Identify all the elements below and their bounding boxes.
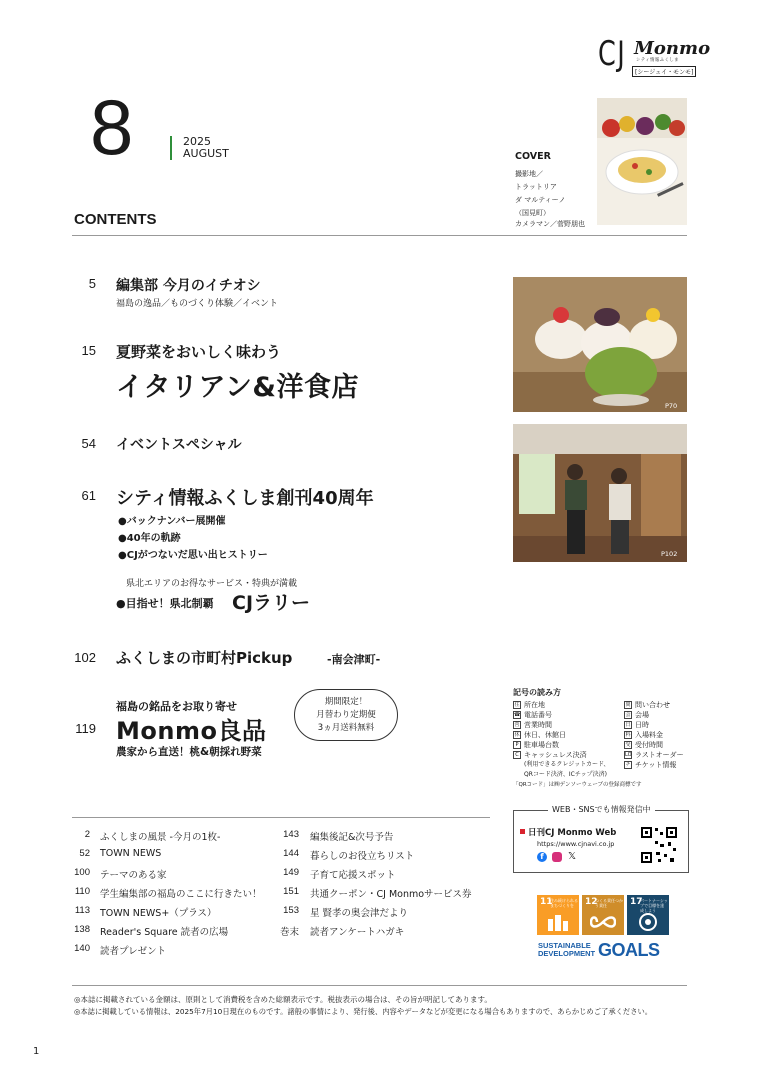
web-marker bbox=[520, 829, 525, 834]
legend-item: 問 問い合わせ bbox=[625, 701, 670, 709]
legend-icon: 問 bbox=[625, 702, 631, 708]
legend-item: P 駐車場台数 bbox=[513, 740, 609, 750]
small-toc-page: 144 bbox=[283, 848, 299, 859]
legend-icon: 営 bbox=[514, 722, 520, 728]
footnote: ◎本誌に掲載されている金額は、原則として消費税を含めた総額表示です。税抜表示の場合は、その旨が明記してあります。 bbox=[74, 995, 492, 1004]
small-toc-title[interactable]: TOWN NEWS bbox=[100, 848, 162, 859]
toc-big-title[interactable]: イタリアン&洋食店 bbox=[116, 372, 359, 403]
infinity-icon bbox=[590, 915, 616, 929]
legend-item: 休 休日、休館日 bbox=[514, 731, 566, 739]
page-number: 1 bbox=[33, 1046, 40, 1057]
legend-right bbox=[624, 700, 684, 770]
logo-monmo: Monmo bbox=[634, 38, 711, 59]
toc-title[interactable]: シティ情報ふくしま創刊40周年 bbox=[116, 488, 374, 509]
small-toc-page: 52 bbox=[79, 848, 90, 859]
toc-page: 102 bbox=[74, 650, 96, 665]
small-toc-title[interactable]: 暮らしのお役立ちリスト bbox=[310, 851, 415, 862]
legend-icon: 会 bbox=[625, 712, 631, 718]
small-toc-page: 151 bbox=[283, 886, 299, 897]
rally-prefix: ●目指せ！県北制覇 bbox=[116, 597, 214, 610]
small-toc-title[interactable]: 読者アンケートハガキ bbox=[310, 927, 405, 938]
small-toc-title[interactable]: 編集後記&次号予告 bbox=[310, 832, 394, 843]
cover-photo bbox=[597, 98, 687, 225]
small-toc-title[interactable]: テーマのある家 bbox=[100, 870, 167, 881]
legend-item: 住 所在地 bbox=[514, 701, 545, 709]
small-toc-page: 110 bbox=[74, 886, 90, 897]
legend-icon: 受 bbox=[625, 742, 631, 748]
section-rule bbox=[72, 817, 490, 818]
small-toc-page: 100 bbox=[74, 867, 90, 878]
legend-title: 記号の読み方 bbox=[513, 688, 561, 697]
photo-caption-p70: P70 bbox=[665, 402, 678, 410]
cover-line: 撮影地／ bbox=[515, 170, 543, 178]
photo-caption-p102: P102 bbox=[661, 550, 678, 558]
cover-line: ダ マルティーノ bbox=[515, 196, 566, 204]
legend-icon: P bbox=[513, 741, 521, 749]
legend-icon: ☎ bbox=[514, 712, 521, 718]
legend-item: 料 入場料金 bbox=[625, 731, 663, 739]
sdg-tile-17: 17 パートナーシップで目標を達成しよう bbox=[627, 895, 669, 935]
cover-heading: COVER bbox=[515, 151, 551, 162]
small-toc-title[interactable]: 学生編集部の福島のここに行きたい！ bbox=[100, 889, 262, 900]
toc-page: 15 bbox=[81, 343, 96, 358]
toc-title[interactable]: ふくしまの市町村Pickup bbox=[116, 649, 293, 667]
legend-item: チ チケット情報 bbox=[625, 761, 677, 769]
small-toc-title[interactable]: 共通クーポン・CJ Monmoサービス券 bbox=[310, 889, 472, 900]
instagram-icon[interactable] bbox=[552, 852, 562, 862]
legend-item: LO ラストオーダー bbox=[625, 751, 684, 759]
shop-photo bbox=[513, 424, 687, 562]
legend-left bbox=[513, 700, 609, 780]
toc-page: 119 bbox=[75, 721, 96, 736]
small-toc-page: 140 bbox=[74, 943, 90, 954]
small-toc-page: 138 bbox=[74, 924, 90, 935]
cover-line: カメラマン／菅野朋也 bbox=[515, 220, 585, 228]
small-toc-title[interactable]: TOWN NEWS+（プラス） bbox=[100, 908, 217, 919]
small-toc-page: 153 bbox=[283, 905, 299, 916]
small-toc-title[interactable]: 読者プレゼント bbox=[100, 946, 167, 957]
x-icon[interactable]: 𝕏 bbox=[568, 851, 577, 862]
toc-title[interactable]: 編集部 今月のイチオシ bbox=[116, 278, 261, 294]
toc-page: 54 bbox=[81, 436, 96, 451]
toc-title[interactable]: 夏野菜をおいしく味わう bbox=[116, 343, 282, 361]
contents-heading: CONTENTS bbox=[74, 211, 157, 228]
toc-subtitle: 福島の逸品／ものづくり体験／イベント bbox=[116, 299, 279, 309]
issue-month: AUGUST bbox=[183, 147, 229, 160]
toc-title[interactable]: イベントスペシャル bbox=[116, 437, 242, 453]
qr-trademark-note: 「QRコード」は㈱デンソーウェーブの登録商標です bbox=[513, 782, 642, 788]
header-rule bbox=[72, 235, 687, 236]
qr-code-icon bbox=[640, 826, 678, 864]
promo-bubble bbox=[294, 689, 398, 741]
small-toc-page: 149 bbox=[283, 867, 299, 878]
city-icon bbox=[547, 913, 569, 931]
issue-number: 8 bbox=[90, 83, 134, 171]
sdg-tile-12: 12 つくる責任つかう責任 bbox=[582, 895, 624, 935]
small-toc-page: 113 bbox=[74, 905, 90, 916]
logo-reading: [シージェイ・モンモ] bbox=[632, 66, 696, 77]
small-toc-title[interactable]: ふくしまの風景 -今月の1枚- bbox=[100, 832, 221, 843]
footnote: ◎本誌に掲載している情報は、2025年7月10日現在のものです。諸般の事情により、発行後、内容やデータなどが変更になる場合もありますので、あらかじめご了承ください。 bbox=[74, 1007, 653, 1016]
issue-divider bbox=[170, 136, 172, 160]
small-toc-title[interactable]: 星 賢孝の奥会津だより bbox=[310, 908, 409, 919]
legend-icon: 日 bbox=[625, 722, 631, 728]
legend-item: 受 受付時間 bbox=[625, 741, 663, 749]
kakigori-photo bbox=[513, 277, 687, 412]
promo-line: 月替わり定期便 bbox=[316, 710, 376, 720]
partnership-icon bbox=[638, 912, 658, 932]
toc-big-title[interactable]: Monmo良品 bbox=[116, 717, 267, 745]
legend-icon: 料 bbox=[625, 732, 631, 738]
small-toc-title[interactable]: 子育て応援スポット bbox=[310, 870, 396, 881]
legend-note: (利用できるクレジットカード、 bbox=[524, 761, 610, 768]
legend-item: 会 会場 bbox=[625, 711, 649, 719]
logo-cj: CJ bbox=[598, 34, 627, 74]
legend-note: QRコード決済、ICチップ決済) bbox=[524, 771, 608, 778]
legend-item: C キャッシュレス決済 bbox=[513, 750, 609, 760]
web-heading: WEB・SNSでも情報発信中 bbox=[548, 804, 655, 815]
small-toc-page: 巻末 bbox=[279, 927, 299, 938]
promo-line: 期間限定！ bbox=[324, 697, 368, 707]
web-title[interactable]: 日刊CJ Monmo Web bbox=[528, 828, 617, 838]
legend-icon: 休 bbox=[514, 732, 520, 738]
legend-item: 日 日時 bbox=[625, 721, 649, 729]
small-toc-title[interactable]: Reader's Square 読者の広場 bbox=[100, 927, 229, 938]
web-url[interactable]: https://www.cjnavi.co.jp bbox=[537, 840, 615, 848]
toc-bullet: ●CJがつないだ思い出ヒストリー bbox=[118, 550, 268, 561]
legend-icon: C bbox=[513, 751, 521, 759]
legend-icon: LO bbox=[625, 752, 632, 758]
toc-bullet: ●バックナンバー展開催 bbox=[118, 516, 226, 527]
toc-page: 5 bbox=[88, 276, 96, 291]
toc-pretitle: 福島の銘品をお取り寄せ bbox=[116, 700, 237, 713]
cover-line: トラットリア bbox=[515, 183, 557, 191]
issue-year: 2025 bbox=[183, 135, 211, 148]
toc-title-tail: -南会津町- bbox=[327, 653, 381, 666]
small-toc-page: 143 bbox=[283, 829, 299, 840]
legend-icon: チ bbox=[625, 762, 631, 768]
footer-rule bbox=[72, 985, 687, 986]
cover-line: （国見町） bbox=[515, 209, 550, 217]
rally-subtitle: 県北エリアのお得なサービス・特典が満載 bbox=[126, 579, 298, 589]
legend-item: ☎ 電話番号 bbox=[514, 711, 552, 719]
legend-icon: 住 bbox=[514, 702, 520, 708]
sdg-tile-11: 11 住み続けられるまちづくりを bbox=[537, 895, 579, 935]
sdgs-goals-logo: GOALS bbox=[598, 940, 660, 960]
logo-subtitle: シティ情報ふくしま bbox=[636, 58, 679, 63]
legend-item: 営 営業時間 bbox=[514, 721, 552, 729]
rally-title[interactable]: CJラリー bbox=[232, 592, 311, 614]
sdgs-wordmark: SUSTAINABLE DEVELOPMENT bbox=[538, 941, 596, 958]
toc-bullet: ●40年の軌跡 bbox=[118, 533, 181, 544]
facebook-icon[interactable]: f bbox=[537, 852, 547, 862]
promo-line: 3ヵ月送料無料 bbox=[317, 723, 375, 733]
small-toc-page: 2 bbox=[84, 829, 90, 840]
toc-page: 61 bbox=[81, 488, 96, 503]
toc-subtitle: 農家から直送！桃&朝採れ野菜 bbox=[116, 746, 262, 758]
